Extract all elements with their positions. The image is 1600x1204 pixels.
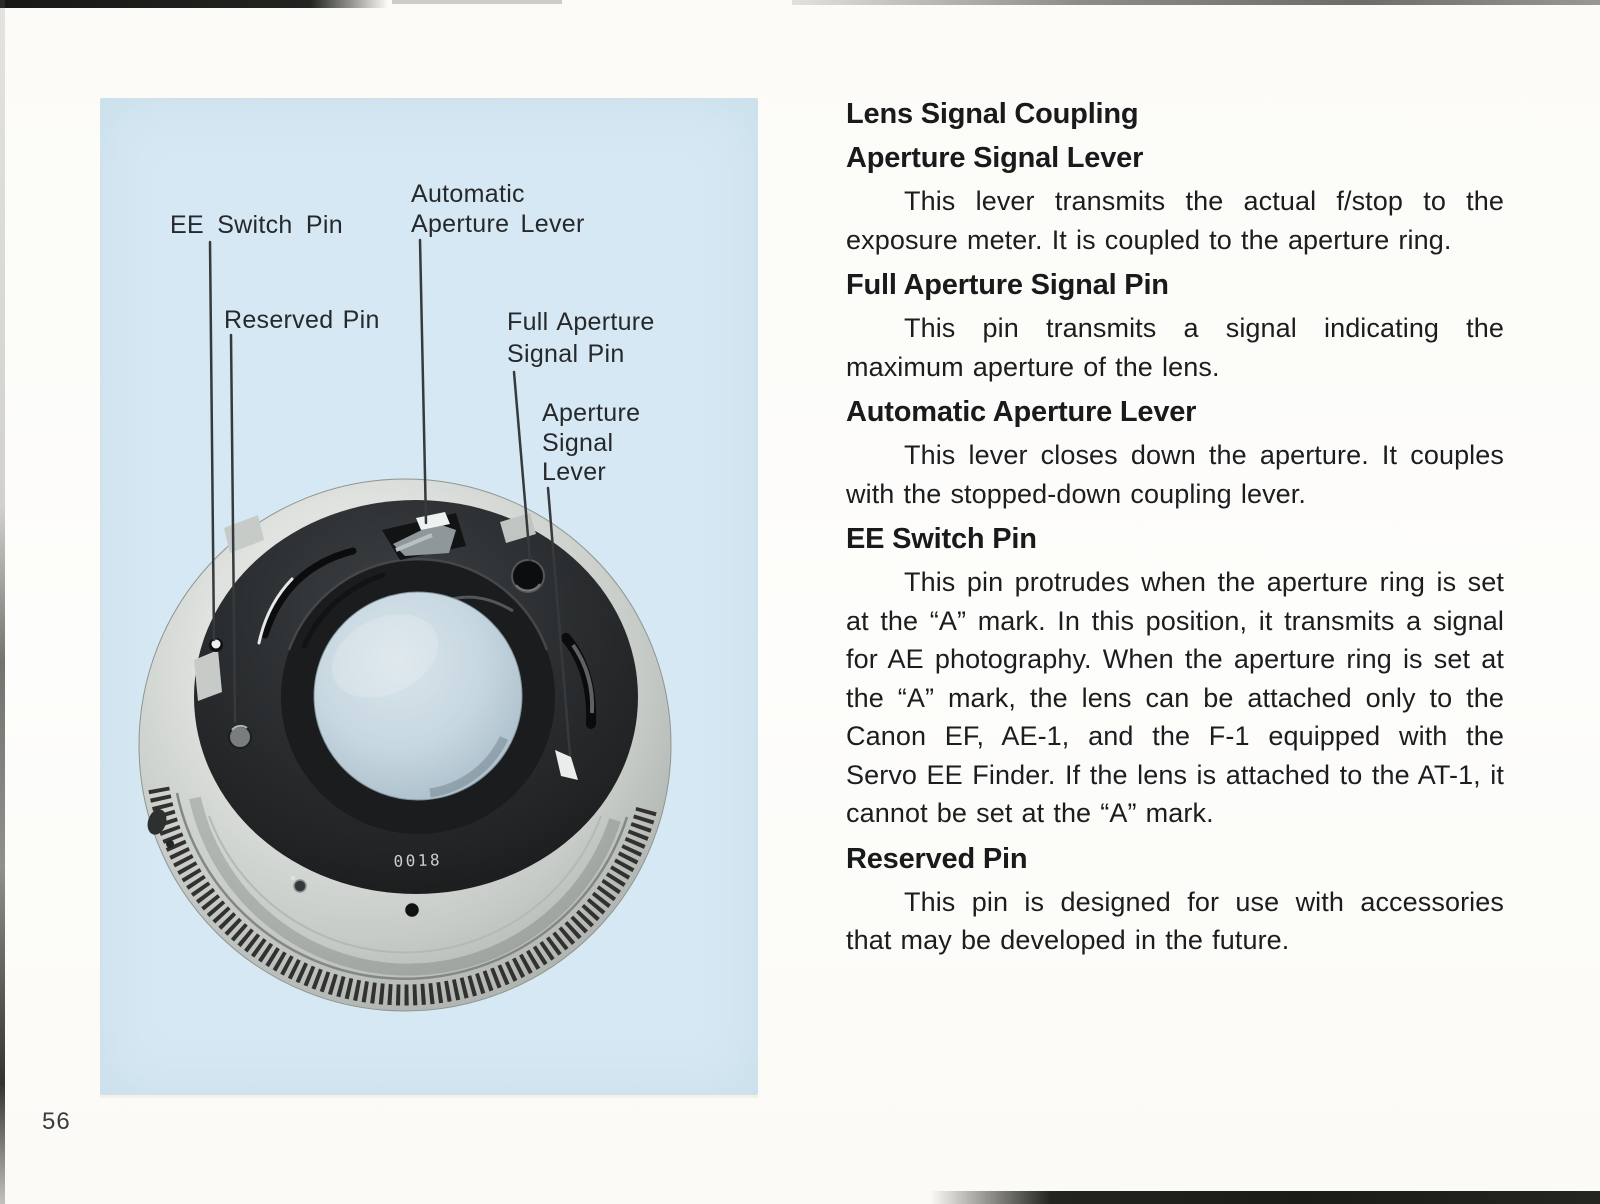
label-line: Aperture <box>542 399 641 427</box>
label-aperture-signal-lever <box>542 399 640 488</box>
serial-number: 0018 <box>393 850 443 871</box>
lens-rear-photo <box>100 98 758 1095</box>
label-automatic-aperture-lever <box>411 179 585 239</box>
label-line: Aperture Lever <box>411 210 585 238</box>
label-line: Signal Pin <box>507 340 625 368</box>
label-full-aperture-signal-pin <box>507 306 655 370</box>
figure-panel <box>100 98 758 1095</box>
label-line: Lever <box>542 458 607 486</box>
reserved-pin-part <box>229 726 251 748</box>
section-body: This pin protrudes when the aperture ring is set at the “A” mark. In this position, it transmits a signal for AE photography. When the aperture ring is set at the “A” mark, the lens can be attached only to the Canon EF, AE-1, and the F-1 equipped with the Servo EE Finder. If the lens is attached to the AT-1, it cannot be set at the “A” mark. <box>846 567 1504 828</box>
section-heading-automatic-aperture-lever: Automatic Aperture Lever <box>846 396 1197 428</box>
article-column <box>846 96 1504 960</box>
scan-edge-top-left <box>0 0 388 8</box>
scan-edge-bottom-right <box>930 1191 1600 1204</box>
rear-glass <box>314 592 522 800</box>
section-heading-reserved-pin: Reserved Pin <box>846 842 1028 875</box>
scan-edge-left <box>0 0 5 1204</box>
label-ee-switch-pin: EE Switch Pin <box>170 211 343 239</box>
label-reserved-pin: Reserved Pin <box>224 306 380 334</box>
section-heading-full-aperture-signal-pin: Full Aperture Signal Pin <box>846 269 1169 301</box>
full-aperture-signal-pin-part <box>512 560 544 592</box>
ee-switch-pin-part <box>209 638 223 652</box>
section-heading-aperture-signal-lever: Aperture Signal Lever <box>846 142 1144 174</box>
label-line: Full Aperture <box>507 308 655 336</box>
label-line: Signal <box>542 428 614 457</box>
page-title: Lens Signal Coupling <box>846 98 1139 130</box>
label-line: Automatic <box>411 180 525 208</box>
scan-edge-top-right <box>792 0 1600 5</box>
section-heading-ee-switch-pin: EE Switch Pin <box>846 523 1037 555</box>
section-body: This pin is designed for use with accessories that may be developed in the future. <box>846 886 1504 955</box>
section-body: This lever closes down the aperture. It couples with the stopped-down coupling lever. <box>846 440 1504 509</box>
section-body: This lever transmits the actual f/stop to the exposure meter. It is coupled to the aperture ring. <box>846 186 1504 255</box>
section-body: This pin transmits a signal indicating the maximum aperture of the lens. <box>846 313 1504 382</box>
page-number: 56 <box>42 1108 71 1135</box>
scan-edge-top-mid <box>392 0 562 4</box>
